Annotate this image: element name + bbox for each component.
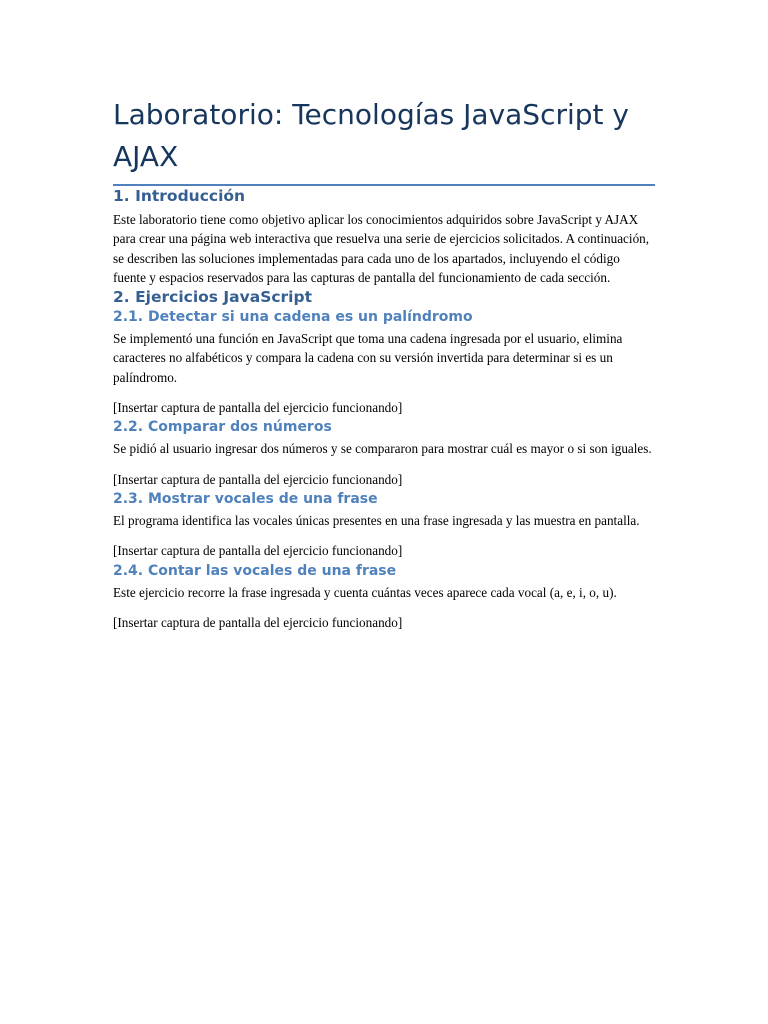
subsection-heading-contar-vocales: 2.4. Contar las vocales de una frase xyxy=(113,562,397,579)
subsection-heading-mostrar-vocales: 2.3. Mostrar vocales de una frase xyxy=(113,490,378,507)
introduction-paragraph: Este laboratorio tiene como objetivo aplicar los conocimientos adquiridos sobre JavaScript y AJAX para crear una página web interactiva que resuelva una serie de ejercicios solicitados. A continuación, se describen las soluciones implementadas para cada uno de los apartados, incluyendo el código fuente y espacios reservados para las capturas de pantalla del funcionamiento de cada sección. xyxy=(113,212,650,285)
subsection-heading-comparar-numeros: 2.2. Comparar dos números xyxy=(113,419,332,436)
section-heading-ejercicios-javascript: 2. Ejercicios JavaScript xyxy=(113,288,313,307)
document-title: Laboratorio: Tecnologías JavaScript y AJAX xyxy=(113,0,655,186)
screenshot-placeholder-comparar-numeros: [Insertar captura de pantalla del ejercicio funcionando] xyxy=(113,471,403,487)
section-heading-introduccion: 1. Introducción xyxy=(113,187,246,205)
screenshot-placeholder-palindromo: [Insertar captura de pantalla del ejercicio funcionando] xyxy=(113,400,403,416)
subsection-paragraph-comparar-numeros: Se pidió al usuario ingresar dos números y se compararon para mostrar cuál es mayor o si son iguales. xyxy=(113,441,652,457)
subsection-paragraph-mostrar-vocales: El programa identifica las vocales únicas presentes en una frase ingresada y las muestra en pantalla. xyxy=(113,512,640,528)
screenshot-placeholder-mostrar-vocales: [Insertar captura de pantalla del ejercicio funcionando] xyxy=(113,543,403,559)
subsection-paragraph-contar-vocales: Este ejercicio recorre la frase ingresada y cuenta cuántas veces aparece cada vocal (a, e, i, o, u). xyxy=(113,584,617,600)
subsection-heading-palindromo: 2.1. Detectar si una cadena es un palíndromo xyxy=(113,309,473,326)
screenshot-placeholder-contar-vocales: [Insertar captura de pantalla del ejercicio funcionando] xyxy=(113,614,403,630)
subsection-paragraph-palindromo: Se implementó una función en JavaScript que toma una cadena ingresada por el usuario, elimina caracteres no alfabéticos y compara la cadena con su versión invertida para determinar si es un palíndromo. xyxy=(113,331,623,385)
